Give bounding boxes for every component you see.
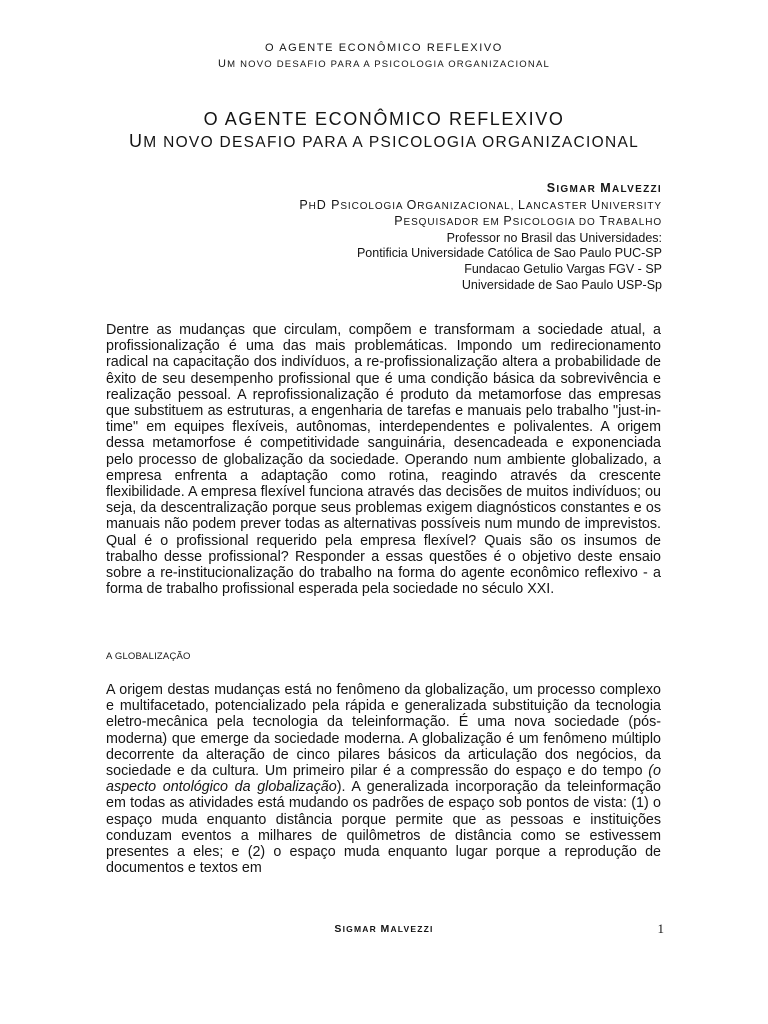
affiliation-fgv-sp: Fundacao Getulio Vargas FGV - SP: [464, 261, 662, 276]
intro-paragraph: Dentre as mudanças que circulam, compõem e transformam a sociedade atual, a profissionalização é uma das mais problemáticas. Impondo um redirecionamento radical na capacitação dos indivíduos, a re-profissionalização altera a probabilidade de êxito de seu desempenho profissional que é uma condição básica da sobrevivência e realização pessoal. A reprofissionalização é produto da metamorfose das empresas que substituem as estruturas, a engenharia de tarefas e manuais pelo trabalho "just-in-time" em equipes flexíveis, autônomas, interdependentes e polivalentes. A origem dessa metamorfose é competitividade sanguinária, desencadeada e exponenciada pelo processo de globalização da sociedade. Operando num ambiente globalizado, a empresa enfrenta a adaptação como rotina, reagindo através da crescente flexibilidade. A empresa flexível funciona através das decisões de muitos indivíduos; ou seja, da descentralização porque seus problemas exigem diagnósticos constantes e os manuais não podem prever todas as alternativas possíveis num mundo de imprevistos. Qual é o profissional requerido pela empresa flexível? Quais são os insumos de trabalho desse profissional? Responder a essas questões é o objetivo deste ensaio sobre a re-institucionalização do trabalho na forma do agente econômico reflexivo - a forma de trabalho profissional esperada pela sociedade no século XXI.: [106, 322, 661, 598]
credential-initial-d: D: [316, 197, 332, 212]
running-head-subtitle-initial: U: [218, 58, 228, 70]
running-head-title: O AGENTE ECONÔMICO REFLEXIVO: [265, 42, 503, 54]
credential-initial-p: P: [299, 197, 309, 212]
author-name: [299, 181, 662, 198]
role-part-sicologia: SICOLOGIA DO: [512, 217, 600, 229]
role-part-rabalho: RABALHO: [607, 217, 662, 229]
document-title: O AGENTE ECONÔMICO REFLEXIVO: [203, 109, 565, 129]
globalization-paragraph: [106, 682, 661, 876]
running-head-subtitle: [0, 58, 768, 70]
footer-name-initial-m: M: [380, 923, 391, 935]
running-head-subtitle-rest: M NOVO DESAFIO PARA A PSICOLOGIA ORGANIZACIONAL: [227, 59, 550, 70]
page-number: 1: [657, 921, 664, 936]
document-subtitle-initial: U: [128, 131, 144, 151]
footer-name-part-alvezzi: ALVEZZI: [390, 924, 434, 934]
credential-part-sicologia: SICOLOGIA: [340, 200, 407, 212]
role-initial-ps: P: [503, 214, 513, 229]
author-role: [299, 214, 662, 231]
footer-name-part-igmar: IGMAR: [342, 924, 381, 934]
document-subtitle-rest: M NOVO DESAFIO PARA A PSICOLOGIA ORGANIZACIONAL: [143, 134, 640, 151]
credential-part-h: H: [308, 200, 317, 212]
role-part-esquisador: ESQUISADOR EM: [403, 217, 504, 229]
author-name-initial-m: M: [600, 181, 612, 195]
document-subtitle: [0, 131, 768, 152]
affiliation-intro: Professor no Brasil das Universidades:: [446, 230, 662, 245]
footer-name-initial-s: S: [334, 923, 343, 935]
globalization-paragraph-part-a: A origem destas mudanças está no fenômeno da globalização, um processo complexo e multifacetado, potencializado pela rápida e generalizada substituição da tecnologia eletro-mecânica pela tecnologia da teleinformação. É uma nova sociedade (pós-moderna) que emerge da sociedade moderna. A globalização é um fenômeno múltiplo decorrente da alteração de cinco pilares básicos da articulação dos negócios, da sociedade e da cultura. Um primeiro pilar é a compressão do espaço e do tempo: [106, 682, 661, 780]
credential-part-niversity: NIVERSITY: [601, 200, 662, 212]
author-name-part-igmar: IGMAR: [556, 184, 601, 195]
affiliation-puc-sp: Pontificia Universidade Católica de Sao Paulo PUC-SP: [356, 246, 662, 261]
globalization-paragraph-italic: (o aspecto ontológico da globalização: [106, 763, 661, 796]
author-name-initial-s: S: [546, 181, 557, 195]
credential-part-rganizacional: RGANIZACIONAL,: [417, 200, 518, 212]
credential-initial-l: L: [517, 197, 526, 212]
credential-initial-u: U: [591, 197, 602, 212]
affiliation-usp-sp: Universidade de Sao Paulo USP-Sp: [461, 277, 662, 292]
role-initial-p: P: [394, 214, 404, 229]
globalization-paragraph-part-b: ). A generalizada incorporação da teleinformação em todas as atividades está mudando os padrões de espaço sob pontos de vista: (1) o espaço muda enquanto distância porque permite que as pessoas e instituições conduzam eventos a milhares de quilômetros de distância como se estivessem presentes a eles; e (2) o espaço muda enquanto lugar porque a reprodução de documentos e textos em: [106, 779, 661, 877]
credential-part-ancaster: ANCASTER: [525, 200, 592, 212]
footer-author-name: [0, 923, 768, 935]
role-initial-t: T: [599, 214, 608, 229]
author-block: [299, 181, 662, 293]
credential-initial-ps: P: [331, 197, 341, 212]
author-name-part-alvezzi: ALVEZZI: [611, 184, 662, 195]
credential-initial-o: O: [406, 197, 418, 212]
author-credential: [299, 198, 662, 215]
section-heading-globalizacao: A GLOBALIZAÇÃO: [106, 651, 191, 662]
